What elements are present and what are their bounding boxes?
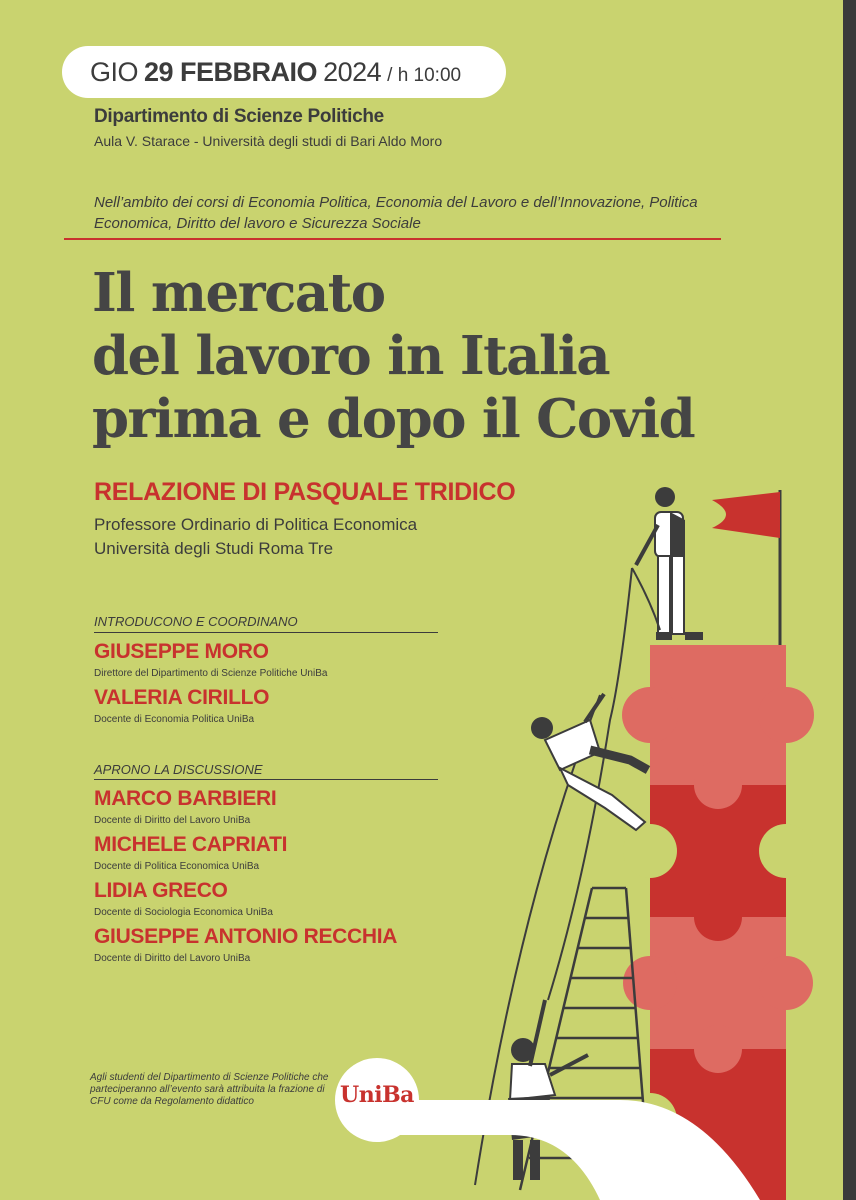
discussant-name: GIUSEPPE ANTONIO RECCHIA	[94, 925, 398, 948]
viewer-edge	[843, 0, 856, 1200]
discussant-role: Docente di Politica Economica UniBa	[94, 861, 260, 872]
event-day: GIO	[90, 57, 139, 87]
title-line-1: Il mercato	[92, 262, 385, 324]
discussant-name: LIDIA GRECO	[94, 879, 228, 902]
poster-title	[92, 262, 812, 451]
course-context: Nell’ambito dei corsi di Economia Politica, Economia del Lavoro e dell’Innovazione, Politica Economica, Diritto del lavoro e Sicurezza Sociale	[94, 194, 698, 232]
venue: Aula V. Starace - Università degli studi di Bari Aldo Moro	[94, 133, 443, 149]
event-year: 2024	[323, 57, 382, 87]
uniba-logo-text: UniBa	[340, 1082, 414, 1108]
coordinators-rule	[94, 632, 438, 633]
coordinator-role: Docente di Economia Politica UniBa	[94, 714, 255, 725]
cfu-note: Agli studenti del Dipartimento di Scienze Politiche che parteciperanno all’evento sarà attribuita la frazione di CFU come da Regolamento didattico	[90, 1072, 329, 1107]
speaker-role-line-1: Professore Ordinario di Politica Economica	[94, 515, 418, 534]
discussant-name: MICHELE CAPRIATI	[94, 833, 288, 856]
speaker-heading: RELAZIONE DI PASQUALE TRIDICO	[94, 478, 516, 506]
discussant-name: MARCO BARBIERI	[94, 787, 277, 810]
speaker-role-line-2: Università degli Studi Roma Tre	[94, 539, 334, 558]
title-line-2: del lavoro in Italia	[92, 325, 610, 387]
event-date: 29 FEBBRAIO	[144, 57, 318, 87]
title-line-3: prima e dopo il Covid	[92, 388, 695, 450]
flag-icon	[712, 490, 780, 645]
speaker-role	[94, 513, 417, 561]
event-date-pill	[62, 46, 506, 98]
discussants-rule	[94, 779, 438, 780]
department-name: Dipartimento di Scienze Politiche	[94, 106, 384, 127]
discussants-label: APRONO LA DISCUSSIONE	[94, 762, 263, 777]
coordinator-name: VALERIA CIRILLO	[94, 686, 270, 709]
discussant-role: Docente di Diritto del Lavoro UniBa	[94, 953, 251, 964]
divider	[64, 238, 721, 240]
discussant-role: Docente di Sociologia Economica UniBa	[94, 907, 273, 918]
event-hour: / h 10:00	[387, 65, 462, 86]
coordinators-label: INTRODUCONO E COORDINANO	[94, 614, 298, 629]
top-climber-figure	[636, 487, 703, 640]
discussant-role: Docente di Diritto del Lavoro UniBa	[94, 815, 251, 826]
coordinator-name: GIUSEPPE MORO	[94, 640, 269, 663]
coordinator-role: Direttore del Dipartimento di Scienze Politiche UniBa	[94, 668, 328, 679]
